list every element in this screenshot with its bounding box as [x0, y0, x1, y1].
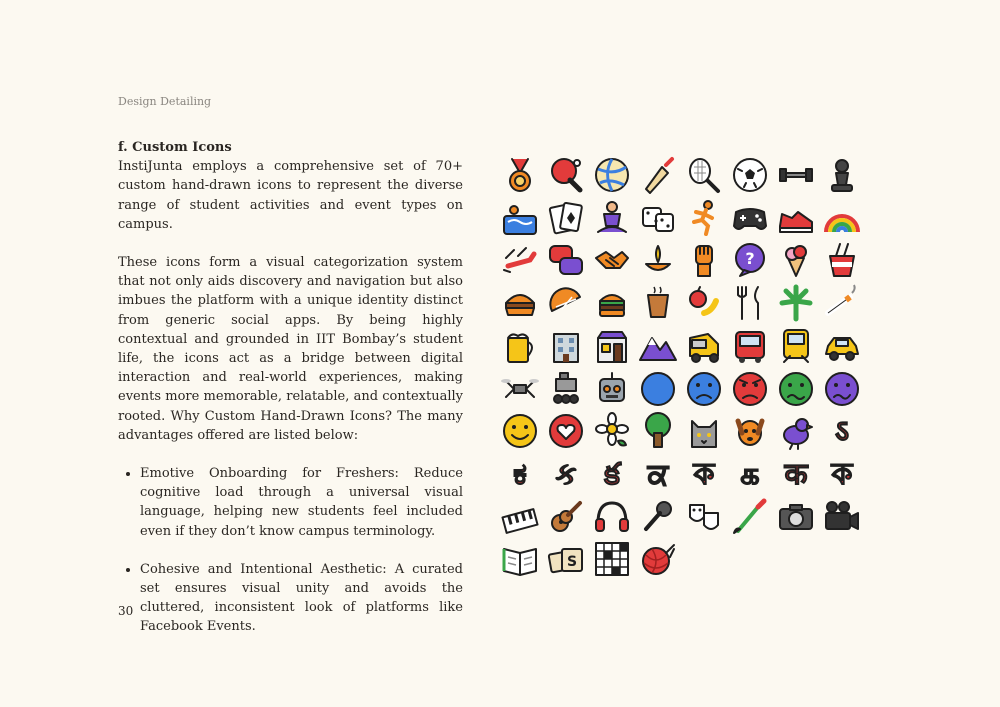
auto-rickshaw-icon [684, 326, 724, 366]
svg-text:ऽ: ऽ [834, 414, 850, 450]
burger-icon [592, 283, 632, 323]
chess-pawn-icon [822, 155, 862, 195]
diya-lamp-icon [638, 240, 678, 280]
chat-bubbles-icon [546, 240, 586, 280]
heart-icon [546, 411, 586, 451]
list-item: • Cohesive and Intentional Aesthetic: A curated set ensures visual unity and avoids the cluttered, inconsistent look of platforms like Facebook Events. [140, 560, 463, 637]
tree-icon [638, 411, 678, 451]
list-item: • Emotive Onboarding for Freshers: Reduce cognitive load through a universal visual language, helping new students feel included even if they don’t know campus terminology. [140, 464, 463, 541]
advantages-list [118, 464, 463, 637]
theatre-masks-icon [684, 497, 724, 537]
svg-text:క: క [604, 456, 620, 492]
telugu-letter-icon [592, 454, 632, 494]
svg-text:ಕ: ಕ [513, 456, 527, 492]
table-tennis-icon [546, 155, 586, 195]
svg-text:क: क [784, 456, 808, 492]
dog-icon [730, 411, 770, 451]
leaf-icon [776, 283, 816, 323]
smiley-face-icon [500, 411, 540, 451]
raised-fist-icon [684, 240, 724, 280]
film-camera-icon [822, 497, 862, 537]
swimming-wave-icon [500, 240, 540, 280]
microphone-icon [638, 497, 678, 537]
mountains-icon [638, 326, 678, 366]
sneaker-icon [776, 198, 816, 238]
tennis-racket-icon [684, 155, 724, 195]
bengali-ka-icon [822, 454, 862, 494]
code-icon [638, 369, 678, 409]
tamil-letter-icon [730, 454, 770, 494]
question-bubble-icon [730, 240, 770, 280]
gujarati-letter-icon [546, 454, 586, 494]
cigarette-icon [822, 283, 862, 323]
bird-icon [776, 411, 816, 451]
svg-text:க: க [740, 456, 760, 492]
guitar-icon [546, 497, 586, 537]
hostel-building-icon [546, 326, 586, 366]
daisy-icon [592, 411, 632, 451]
piano-icon [500, 497, 540, 537]
crossword-icon [592, 539, 632, 579]
sick-face-icon [776, 369, 816, 409]
rover-icon [546, 369, 586, 409]
svg-text:ক: ক [693, 456, 715, 492]
handshake-icon [592, 240, 632, 280]
svg-text:ক: ক [831, 456, 853, 492]
football-icon [730, 155, 770, 195]
volleyball-icon [592, 155, 632, 195]
noodles-cup-icon [822, 240, 862, 280]
shop-building-icon [592, 326, 632, 366]
meditation-icon [592, 198, 632, 238]
svg-text:ક: ક [555, 456, 577, 492]
train-icon [776, 326, 816, 366]
beer-mug-icon [500, 326, 540, 366]
bengali-letter-icon [684, 454, 724, 494]
sad-face-icon [684, 369, 724, 409]
text-column [118, 138, 463, 656]
game-controller-icon [730, 198, 770, 238]
rainbow-icon [822, 198, 862, 238]
ice-cream-icon [776, 240, 816, 280]
orange-slice-icon [546, 283, 586, 323]
section-heading: f. Custom Icons [118, 140, 232, 155]
yarn-ball-icon [638, 539, 678, 579]
headphones-icon [592, 497, 632, 537]
angry-face-icon [730, 369, 770, 409]
svg-text:S: S [566, 554, 578, 571]
devanagari-ka-icon [776, 454, 816, 494]
burger-bun-icon [500, 283, 540, 323]
dice-icon [638, 198, 678, 238]
swimming-icon [500, 198, 540, 238]
dumbbell-icon [776, 155, 816, 195]
robot-icon [592, 369, 632, 409]
cat-icon [684, 411, 724, 451]
svg-text:ਕ: ਕ [647, 456, 669, 492]
medal-icon [500, 155, 540, 195]
cutlery-icon [730, 283, 770, 323]
running-icon [684, 198, 724, 238]
devanagari-letter-icon [822, 411, 862, 451]
fruits-icon [684, 283, 724, 323]
page-number: 30 [118, 604, 134, 618]
open-book-icon [500, 539, 540, 579]
playing-cards-icon [546, 198, 586, 238]
paintbrush-icon [730, 497, 770, 537]
body-paragraph: These icons form a visual categorization system that not only aids discovery and navigation but also imbues the platform with a unique identity distinct from generic social apps. By being highly contextual and grounded in IIT Bombay’s student life, the icons act as a bridge between digital interaction and real-world experiences, making events more memorable, relatable, and contextually rooted. Why Custom Hand-Drawn Icons? The many advantages offered are listed below: [118, 255, 463, 443]
svg-text:?: ? [745, 249, 755, 269]
kannada-letter-icon [500, 454, 540, 494]
confused-face-icon [822, 369, 862, 409]
taxi-icon [822, 326, 862, 366]
camera-icon [776, 497, 816, 537]
drone-icon [500, 369, 540, 409]
intro-paragraph: InstiJunta employs a comprehensive set of 70+ custom hand-drawn icons to represent the diverse range of student activities and event types on campus. [118, 159, 463, 232]
section-header: Design Detailing [118, 95, 212, 108]
bus-icon [730, 326, 770, 366]
hindi-letter-icon [638, 454, 678, 494]
scrabble-icon [546, 539, 586, 579]
cricket-bat-icon [638, 155, 678, 195]
chai-cup-icon [638, 283, 678, 323]
